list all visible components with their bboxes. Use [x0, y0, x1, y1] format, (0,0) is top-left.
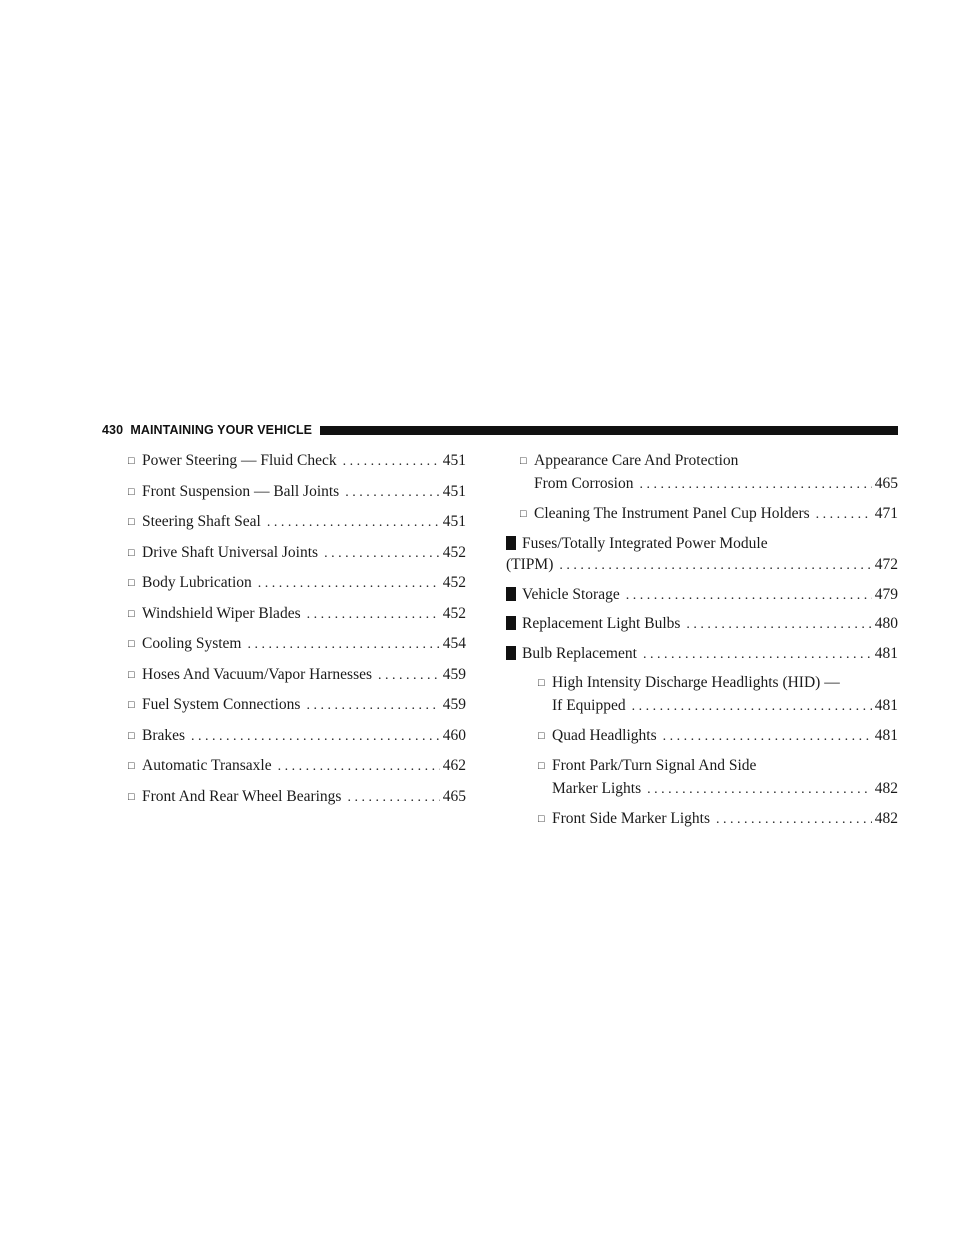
main-bullet-icon: [506, 616, 516, 630]
sub-bullet-icon: □: [128, 668, 135, 681]
dot-leader: [278, 756, 440, 777]
sub-bullet-icon: □: [128, 729, 135, 742]
main-bullet-icon: [506, 536, 516, 550]
entry-page: 459: [442, 665, 466, 683]
entry-page: 481: [874, 726, 898, 744]
entry-page: 482: [874, 809, 898, 827]
entry-page: 451: [442, 513, 466, 530]
entry-title: Quad Headlights: [552, 726, 657, 744]
dot-leader: [378, 665, 440, 686]
dot-leader: [663, 726, 872, 747]
entry-page: 451: [442, 452, 466, 469]
toc-entry-cup-holders[interactable]: [520, 503, 898, 526]
toc-entry-cooling-system[interactable]: [128, 633, 466, 656]
sub-bullet-icon: □: [128, 546, 135, 559]
dot-leader: [816, 504, 872, 525]
sub-bullet-icon: □: [128, 760, 135, 772]
dot-leader: [306, 695, 439, 716]
entry-title: Windshield Wiper Blades: [142, 604, 301, 622]
entry-page: 452: [442, 574, 466, 591]
sub-bullet-icon: □: [538, 812, 545, 825]
entry-page: 452: [442, 604, 466, 622]
dot-leader: [632, 696, 872, 717]
dot-leader: [307, 604, 440, 625]
dot-leader: [247, 634, 439, 655]
toc-entry-side-marker[interactable]: [520, 808, 898, 831]
entry-page: 459: [442, 696, 466, 713]
toc-entry-body-lubrication[interactable]: [128, 572, 466, 595]
toc-entry-wiper-blades[interactable]: [128, 603, 466, 626]
entry-page: 480: [874, 615, 898, 632]
section-title: MAINTAINING YOUR VEHICLE: [130, 423, 313, 437]
toc-entry-wheel-bearings[interactable]: [128, 786, 466, 809]
entry-title: Drive Shaft Universal Joints: [142, 543, 319, 561]
sub-bullet-icon: □: [538, 760, 545, 772]
entry-title: Vehicle Storage: [522, 585, 620, 603]
entry-title-line2: (TIPM): [506, 556, 554, 573]
toc-entry-appearance-care[interactable]: [520, 450, 898, 495]
toc-entry-fuel-system[interactable]: [128, 694, 466, 717]
sub-bullet-icon: □: [520, 507, 527, 520]
header-rule: [320, 426, 898, 435]
entry-page: 451: [442, 482, 466, 500]
toc-entry-drive-shaft[interactable]: [128, 542, 466, 565]
dot-leader: [626, 585, 872, 606]
entry-page: 452: [442, 543, 466, 561]
entry-title: Bulb Replacement: [522, 644, 637, 662]
entry-page: 454: [442, 635, 466, 652]
toc-entry-park-turn-signal[interactable]: [520, 755, 898, 800]
entry-title-line1: High Intensity Discharge Headlights (HID) —: [552, 674, 840, 691]
entry-title: Steering Shaft Seal: [142, 513, 261, 530]
entry-page: 460: [442, 726, 466, 744]
toc-entry-steering-shaft-seal[interactable]: [128, 511, 466, 534]
sub-bullet-icon: □: [538, 677, 545, 689]
toc-entry-transaxle[interactable]: [128, 755, 466, 778]
dot-leader: [267, 512, 440, 533]
entry-title: Brakes: [142, 726, 186, 744]
entry-title-line1: Appearance Care And Protection: [534, 452, 739, 469]
toc-left-column: [128, 450, 466, 816]
main-bullet-icon: [506, 646, 516, 660]
entry-page: 481: [874, 697, 898, 714]
entry-title: Front Suspension — Ball Joints: [142, 482, 340, 500]
dot-leader: [686, 614, 871, 635]
entry-title-line1: Fuses/Totally Integrated Power Module: [522, 535, 768, 552]
entry-page: 482: [874, 780, 898, 797]
toc-right-column: [506, 450, 898, 838]
entry-title: Cleaning The Instrument Panel Cup Holders: [534, 504, 810, 522]
entry-title: Hoses And Vacuum/Vapor Harnesses: [142, 665, 373, 683]
main-bullet-icon: [506, 587, 516, 601]
toc-entry-light-bulbs[interactable]: [506, 613, 898, 635]
toc-entry-vehicle-storage[interactable]: [506, 584, 898, 606]
entry-title: Body Lubrication: [142, 574, 252, 591]
dot-leader: [639, 474, 871, 495]
sub-bullet-icon: □: [128, 638, 135, 650]
sub-bullet-icon: □: [128, 516, 135, 528]
entry-page: 481: [874, 644, 898, 662]
toc-entry-quad-headlights[interactable]: [520, 725, 898, 748]
sub-bullet-icon: □: [128, 485, 135, 498]
page-number: 430: [102, 423, 124, 437]
dot-leader: [258, 573, 440, 594]
entry-title: Automatic Transaxle: [142, 757, 272, 774]
dot-leader: [347, 787, 439, 808]
entry-page: 465: [874, 475, 898, 492]
entry-title: Power Steering — Fluid Check: [142, 452, 337, 469]
dot-leader: [345, 482, 440, 503]
entry-page: 472: [874, 556, 898, 573]
sub-bullet-icon: □: [128, 455, 135, 467]
entry-title-line2: Marker Lights: [552, 780, 642, 797]
dot-leader: [643, 644, 872, 665]
toc-entry-front-suspension[interactable]: [128, 481, 466, 504]
entry-title-line1: Front Park/Turn Signal And Side: [552, 757, 757, 774]
entry-title: Front And Rear Wheel Bearings: [142, 787, 342, 805]
dot-leader: [716, 809, 872, 830]
dot-leader: [647, 779, 872, 800]
entry-page: 471: [874, 504, 898, 522]
entry-title: Cooling System: [142, 635, 242, 652]
toc-entry-hid-headlights[interactable]: [520, 672, 898, 717]
toc-entry-fuses-tipm[interactable]: [506, 533, 898, 576]
dot-leader: [559, 555, 871, 576]
toc-entry-hoses[interactable]: [128, 664, 466, 687]
entry-title: Fuel System Connections: [142, 696, 301, 713]
entry-page: 465: [442, 787, 466, 805]
entry-page: 462: [442, 757, 466, 774]
sub-bullet-icon: □: [538, 729, 545, 742]
sub-bullet-icon: □: [128, 790, 135, 803]
toc-entry-bulb-replacement[interactable]: [506, 643, 898, 665]
entry-title: Front Side Marker Lights: [552, 809, 710, 827]
sub-bullet-icon: □: [520, 455, 527, 467]
header-label: [102, 423, 320, 437]
dot-leader: [191, 726, 440, 747]
page-header: [102, 422, 898, 438]
entry-page: 479: [874, 585, 898, 603]
dot-leader: [324, 543, 440, 564]
sub-bullet-icon: □: [128, 607, 135, 620]
toc-entry-brakes[interactable]: [128, 725, 466, 748]
entry-title: Replacement Light Bulbs: [522, 615, 681, 632]
dot-leader: [343, 451, 440, 472]
sub-bullet-icon: □: [128, 699, 135, 711]
entry-title-line2: If Equipped: [552, 697, 626, 714]
entry-title-line2: From Corrosion: [534, 475, 634, 492]
sub-bullet-icon: □: [128, 577, 135, 589]
toc-entry-power-steering[interactable]: [128, 450, 466, 473]
